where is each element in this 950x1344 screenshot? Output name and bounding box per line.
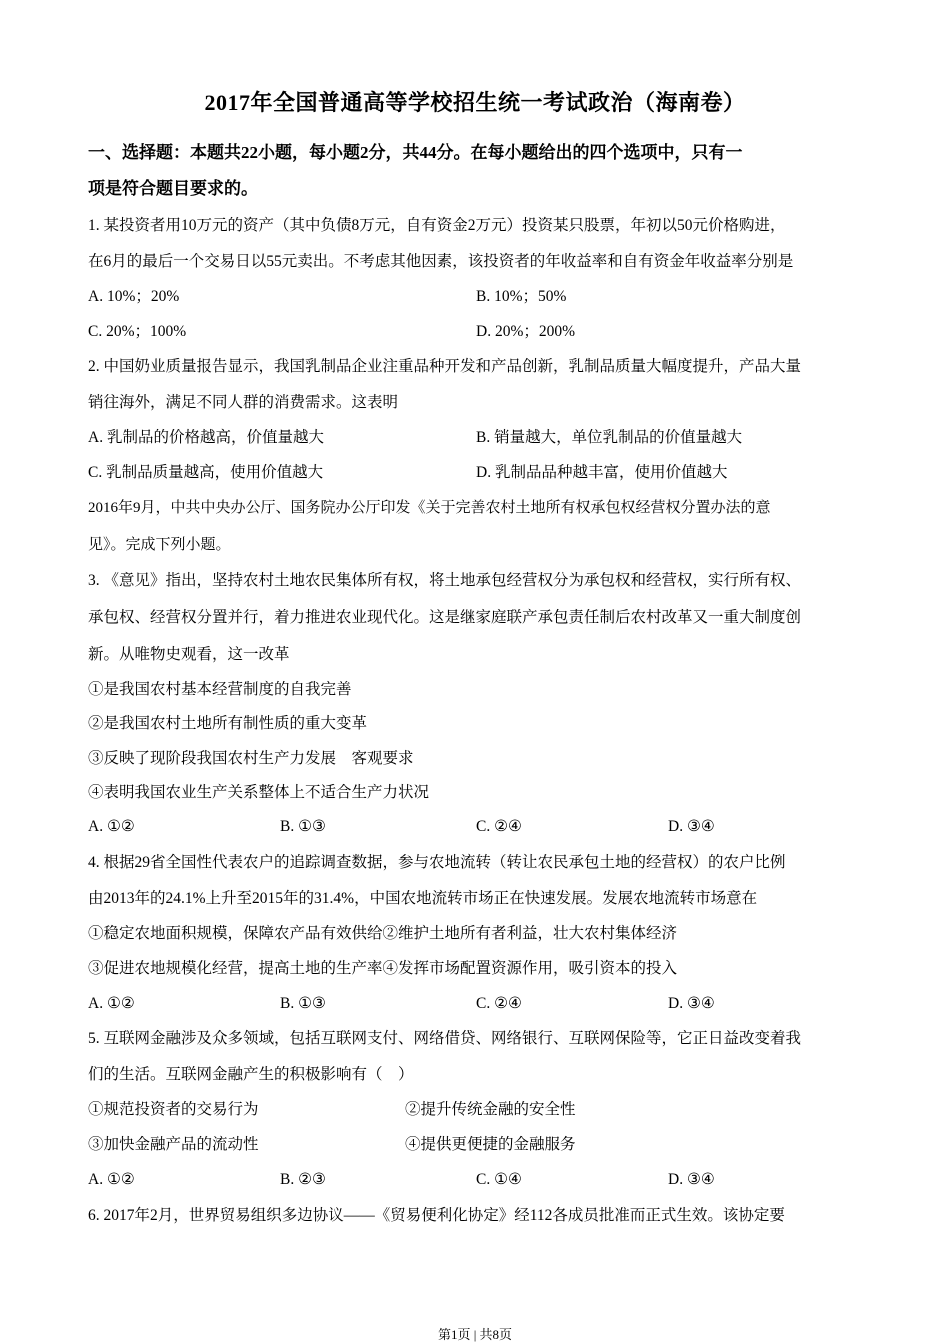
q5-option-c: C. ①④: [476, 1171, 522, 1188]
q1-option-b: B. 10%；50%: [476, 288, 567, 305]
q4-option-a: A. ①②: [88, 995, 135, 1012]
q3-stem-line2: 承包权、经营权分置并行，着力推进农业现代化。这是继家庭联产承包责任制后农村改革又一重大制度创: [88, 609, 802, 626]
q1-stem-line1: 1. 某投资者用10万元的资产（其中负债8万元，自有资金2万元）投资某只股票，年初以50元价格购进，: [88, 217, 786, 234]
q1-option-a: A. 10%；20%: [88, 288, 180, 305]
q6-stem-line1: 6. 2017年2月，世界贸易组织多边协议——《贸易便利化协定》经112各成员批准而正式生效。该协定要: [88, 1207, 785, 1224]
q3-option-d: D. ③④: [668, 818, 715, 835]
q4-option-c: C. ②④: [476, 995, 522, 1012]
page-footer: 第1页 | 共8页: [437, 1327, 513, 1342]
q2-stem-line2: 销往海外，满足不同人群的消费需求。这表明: [88, 394, 399, 411]
q4-stem-line4: ③促进农地规模化经营，提高土地的生产率④发挥市场配置资源作用，吸引资本的投入: [88, 960, 678, 977]
q5-stem-line1: 5. 互联网金融涉及众多领域，包括互联网支付、网络借贷、网络银行、互联网保险等，它正日益改变着我: [88, 1030, 802, 1047]
q2-option-b: B. 销量越大，单位乳制品的价值量越大: [476, 429, 743, 446]
q1-stem-line2: 在6月的最后一个交易日以55元卖出。不考虑其他因素，该投资者的年收益率和自有资金年收益率分别是: [88, 253, 794, 270]
q4-stem-line3: ①稳定农地面积规模，保障农产品有效供给②维护土地所有者利益，壮大农村集体经济: [88, 925, 678, 942]
q5-item-2: ②提升传统金融的安全性: [405, 1101, 576, 1118]
q5-item-3: ③加快金融产品的流动性: [88, 1136, 259, 1153]
q3-option-b: B. ①③: [280, 818, 326, 835]
q4-stem-line2: 由2013年的24.1%上升至2015年的31.4%，中国农地流转市场正在快速发展。发展农地流转市场意在: [88, 890, 758, 907]
q3-item-4: ④表明我国农业生产关系整体上不适合生产力状况: [88, 784, 430, 801]
material-line1: 2016年9月，中共中央办公厅、国务院办公厅印发《关于完善农村土地所有权承包权经营权分置办法的意: [88, 500, 771, 516]
q3-item-1: ①是我国农村基本经营制度的自我完善: [88, 681, 352, 698]
q2-option-d: D. 乳制品品种越丰富，使用价值越大: [476, 464, 728, 481]
q1-option-d: D. 20%；200%: [476, 323, 576, 340]
q5-option-b: B. ②③: [280, 1171, 326, 1188]
q3-option-a: A. ①②: [88, 818, 135, 835]
q3-item-3: ③反映了现阶段我国农村生产力发展 客观要求: [88, 750, 414, 767]
q4-stem-line1: 4. 根据29省全国性代表农户的追踪调查数据，参与农地流转（转让农民承包土地的经营权）的农户比例: [88, 854, 786, 871]
q3-option-c: C. ②④: [476, 818, 522, 835]
section-header-line2: 项是符合题目要求的。: [88, 179, 258, 198]
q3-stem-line1: 3. 《意见》指出，坚持农村土地农民集体所有权，将土地承包经营权分为承包权和经营权，实行所有权、: [88, 572, 802, 589]
q4-option-b: B. ①③: [280, 995, 326, 1012]
q2-stem-line1: 2. 中国奶业质量报告显示，我国乳制品企业注重品种开发和产品创新，乳制品质量大幅度提升，产品大量: [88, 358, 802, 375]
q5-option-d: D. ③④: [668, 1171, 715, 1188]
q2-option-a: A. 乳制品的价格越高，价值量越大: [88, 429, 324, 446]
material-line2: 见》。完成下列小题。: [88, 537, 231, 553]
q4-option-d: D. ③④: [668, 995, 715, 1012]
section-header-line1: 一、选择题：本题共22小题，每小题2分，共44分。在每小题给出的四个选项中，只有一: [88, 143, 743, 162]
q5-item-1: ①规范投资者的交易行为: [88, 1101, 259, 1118]
q5-item-4: ④提供更便捷的金融服务: [405, 1136, 576, 1153]
q5-stem-line2: 们的生活。互联网金融产生的积极影响有（ ）: [88, 1066, 414, 1083]
page-title: 2017年全国普通高等学校招生统一考试政治（海南卷）: [204, 90, 746, 115]
q1-option-c: C. 20%；100%: [88, 323, 187, 340]
q3-stem-line3: 新。从唯物史观看，这一改革: [88, 646, 290, 663]
q2-option-c: C. 乳制品质量越高，使用价值越大: [88, 464, 324, 481]
q3-item-2: ②是我国农村土地所有制性质的重大变革: [88, 715, 368, 732]
q5-option-a: A. ①②: [88, 1171, 135, 1188]
